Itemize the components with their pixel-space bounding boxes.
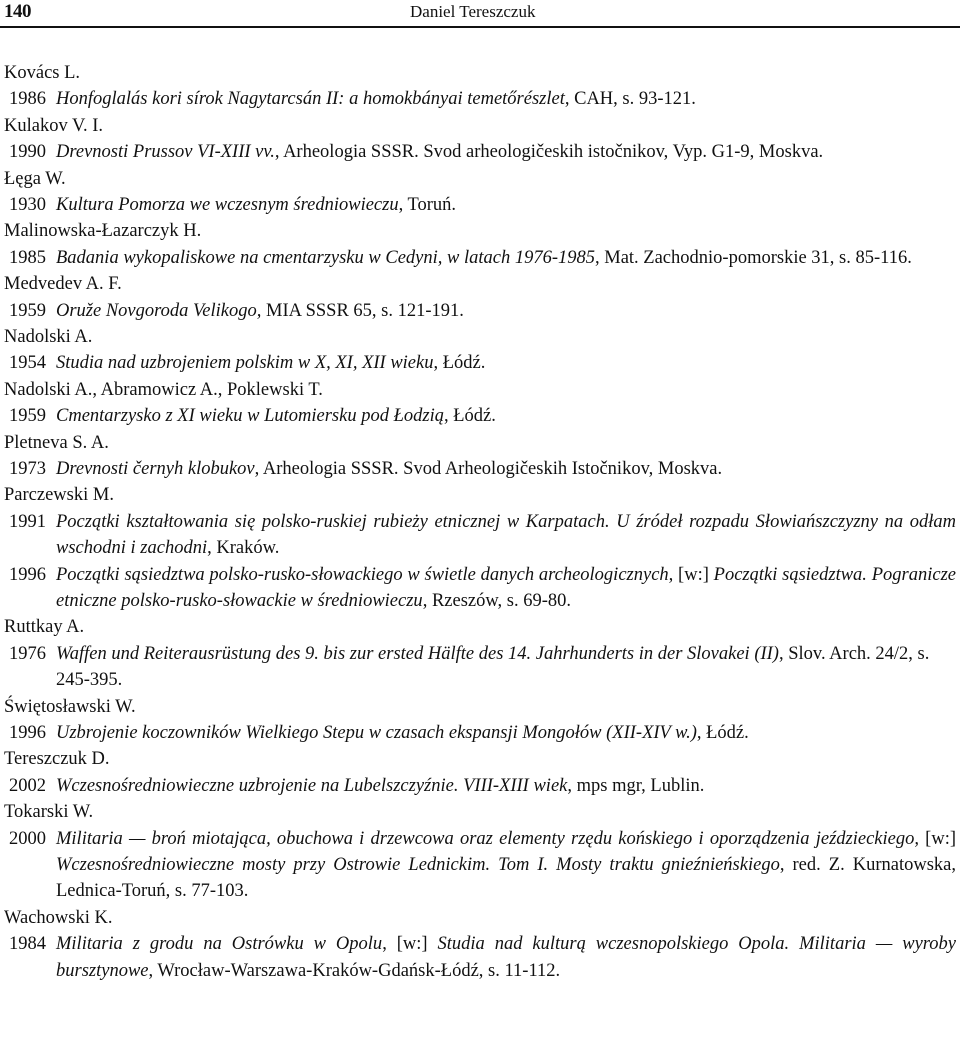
ref-entry: [4, 641, 956, 694]
ref-title: Oruže Novgoroda Velikogo,: [56, 300, 262, 321]
ref-year: 1985: [9, 247, 46, 268]
ref-author: Kovács L.: [4, 63, 81, 83]
ref-entry: [4, 826, 956, 905]
ref-year: 1996: [9, 722, 46, 743]
ref-title: Militaria — broń miotająca, obuchowa i drzewcowa oraz elementy rzędu końskiego i oporządzenia jeździeckiego,: [56, 828, 919, 849]
ref-entry: [4, 562, 956, 615]
page-number: 140: [4, 1, 31, 22]
ref-author: Ruttkay A.: [4, 617, 85, 638]
ref-title: Militaria z grodu na Ostrówku w Opolu: [56, 934, 383, 955]
ref-text: [56, 245, 956, 271]
ref-title: Drevnosti černyh klobukov: [56, 458, 255, 479]
ref-entry: [4, 456, 956, 482]
ref-text: [56, 350, 956, 376]
header-rule: [0, 26, 960, 28]
page-header: [0, 0, 960, 24]
ref-text: [56, 641, 956, 694]
ref-author: Malinowska-Łazarczyk H.: [4, 221, 202, 242]
ref-text: [56, 86, 956, 112]
ref-title: Drevnosti Prussov VI-XIII vv.: [56, 142, 275, 163]
ref-author: Nadolski A.: [4, 326, 93, 347]
ref-year: 1930: [9, 194, 46, 215]
ref-rest: , mps mgr, Lublin.: [567, 775, 705, 796]
ref-text: [56, 456, 956, 482]
ref-author: Nadolski A., Abramowicz A., Poklewski T.: [4, 379, 323, 400]
ref-year: 1954: [9, 353, 46, 374]
ref-entry: [4, 720, 956, 746]
ref-entry: [4, 509, 956, 562]
ref-year: 1959: [9, 300, 46, 321]
ref-rest: , Łódź.: [433, 353, 486, 374]
ref-text: [56, 562, 956, 615]
ref-title: Początki kształtowania się polsko-ruskiej rubieży etnicznej w Karpatach. U źródeł rozpadu Słowiańszczyzny na odłam wschodni i zachodni: [56, 511, 956, 559]
ref-year: 1984: [9, 934, 46, 955]
ref-entry: [4, 192, 956, 218]
ref-text: [56, 509, 956, 562]
ref-author: Wachowski K.: [4, 907, 113, 928]
ref-year: 1973: [9, 458, 46, 479]
ref-title: Studia nad uzbrojeniem polskim w X, XI, XII wieku: [56, 353, 434, 374]
ref-year: 1996: [9, 564, 46, 585]
ref-entry: [4, 403, 956, 429]
ref-year: 1976: [9, 643, 46, 664]
ref-rest: , Mat. Zachodnio-pomorskie 31, s. 85-116.: [595, 247, 912, 268]
ref-author: Tokarski W.: [4, 802, 94, 823]
ref-author: Parczewski M.: [4, 485, 114, 506]
ref-title: Honfoglalás kori sírok Nagytarcsán II: a homokbányai temetőrészlet: [56, 89, 565, 110]
ref-title: Wczesnośredniowieczne uzbrojenie na Lubelszczyźnie. VIII-XIII wiek: [56, 775, 568, 796]
ref-year: 2000: [9, 828, 46, 849]
ref-title: Badania wykopaliskowe na cmentarzysku w Cedyni, w latach 1976-1985: [56, 247, 595, 268]
ref-text: [56, 298, 956, 324]
ref-rest: , Toruń.: [398, 194, 457, 215]
ref-year: 1990: [9, 142, 46, 163]
ref-entry: [4, 931, 956, 984]
ref-author: Łęga W.: [4, 168, 66, 189]
ref-rest: MIA SSSR 65, s. 121-191.: [261, 300, 464, 321]
ref-text: [56, 720, 956, 746]
ref-author: Kulakov V. I.: [4, 115, 104, 136]
bibliography-list: [4, 60, 956, 984]
ref-entry: [4, 350, 956, 376]
ref-rest: , [w:]: [382, 934, 438, 955]
ref-title: Początki sąsiedztwa polsko-rusko-słowackiego w świetle danych archeologicznych,: [56, 564, 674, 585]
ref-year: 1959: [9, 406, 46, 427]
ref-rest: , Łódź.: [443, 406, 496, 427]
ref-year: 1991: [9, 511, 46, 532]
ref-rest: , Arheologia SSSR. Svod Arheologičeskih Istočnikov, Moskva.: [254, 458, 723, 479]
ref-rest: , CAH, s. 93-121.: [564, 89, 696, 110]
ref-text: [56, 826, 956, 905]
ref-rest: , Łódź.: [696, 722, 749, 743]
ref-text: [56, 403, 956, 429]
ref-year: 2002: [9, 775, 46, 796]
ref-rest-2: , red. Z. Kurnatowska, Lednica-Toruń, s. 77-103.: [56, 854, 956, 902]
ref-title: Uzbrojenie koczowników Wielkiego Stepu w czasach ekspansji Mongołów (XII-XIV w.): [56, 722, 697, 743]
ref-title-2: Wczesnośredniowieczne mosty przy Ostrowie Lednickim. Tom I. Mosty traktu gnieźnieńskiego: [56, 854, 780, 875]
ref-entry: [4, 86, 956, 112]
ref-title: Waffen und Reiterausrüstung des 9. bis zur ersted Hälfte des 14. Jahrhunderts in der Slovakei (II): [56, 643, 779, 664]
ref-title-2: Początki sąsiedztwa. Pogranicze etniczne polsko-rusko-słowackie w średniowieczu: [56, 564, 956, 611]
ref-rest-2: , Wrocław-Warszawa-Kraków-Gdańsk-Łódź, s. 11-112.: [148, 960, 561, 981]
ref-entry: [4, 773, 956, 799]
ref-text: [56, 773, 956, 799]
ref-text: [56, 192, 956, 218]
ref-author: Pletneva S. A.: [4, 432, 109, 453]
ref-text: [56, 139, 956, 165]
ref-entry: [4, 139, 956, 165]
ref-rest: [w:]: [673, 564, 714, 585]
ref-title-2: Studia nad kulturą wczesnopolskiego Opola. Militaria — wyroby bursztynowe: [56, 934, 957, 981]
ref-author: Tereszczuk D.: [4, 749, 110, 770]
ref-author: Medvedev A. F.: [4, 274, 122, 295]
ref-entry: [4, 245, 956, 271]
ref-author: Świętosławski W.: [4, 696, 136, 717]
ref-text: [56, 931, 956, 984]
ref-rest: [w:]: [918, 828, 956, 849]
ref-rest-2: , Rzeszów, s. 69-80.: [422, 590, 572, 611]
ref-rest: , Kraków.: [207, 538, 280, 559]
ref-rest: , Arheologia SSSR. Svod arheologičeskih istočnikov, Vyp. G1-9, Moskva.: [274, 142, 824, 163]
ref-title: Kultura Pomorza we wczesnym średniowieczu: [56, 194, 399, 215]
ref-title: Cmentarzysko z XI wieku w Lutomiersku pod Łodzią: [56, 406, 444, 427]
ref-rest: , Slov. Arch. 24/2, s. 245-395.: [56, 643, 930, 691]
running-head-author: Daniel Tereszczuk: [410, 2, 536, 21]
ref-entry: [4, 298, 956, 324]
ref-year: 1986: [9, 89, 46, 110]
